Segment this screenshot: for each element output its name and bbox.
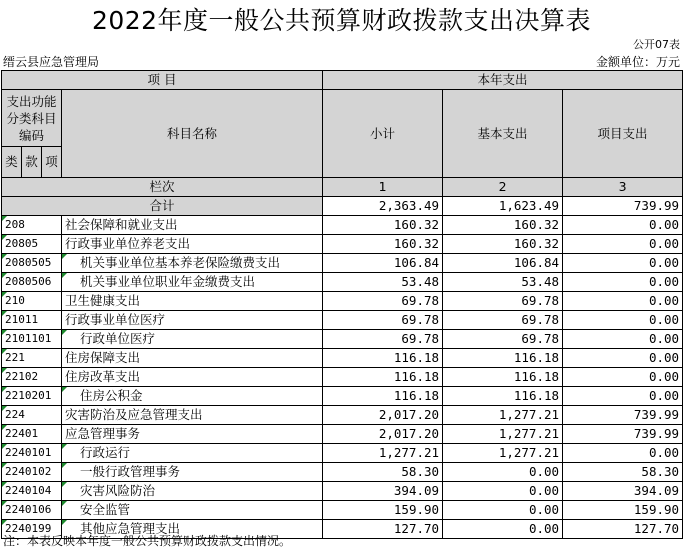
row-project: 0.00 — [563, 235, 683, 254]
row-name: 机关事业单位基本养老保险缴费支出 — [62, 254, 323, 273]
report-title: 2022年度一般公共预算财政拨款支出决算表 — [91, 6, 592, 35]
row-code: 208 — [2, 216, 62, 235]
table-row — [2, 463, 683, 482]
row-subtotal: 106.84 — [323, 254, 443, 273]
header-current-year: 本年支出 — [323, 71, 683, 90]
row-name: 灾害防治及应急管理支出 — [62, 406, 323, 425]
total-label: 合计 — [2, 197, 323, 216]
row-project: 0.00 — [563, 444, 683, 463]
total-project: 739.99 — [563, 197, 683, 216]
row-code: 2240104 — [2, 482, 62, 501]
row-basic: 69.78 — [443, 330, 563, 349]
row-subtotal: 116.18 — [323, 387, 443, 406]
row-project: 0.00 — [563, 368, 683, 387]
reporting-unit: 缙云县应急管理局 — [3, 55, 100, 69]
row-project: 0.00 — [563, 216, 683, 235]
row-subtotal: 116.18 — [323, 349, 443, 368]
row-project: 58.30 — [563, 463, 683, 482]
table-row — [2, 406, 683, 425]
row-name: 一般行政管理事务 — [62, 463, 323, 482]
row-project: 0.00 — [563, 387, 683, 406]
row-subtotal: 53.48 — [323, 273, 443, 292]
row-subtotal: 160.32 — [323, 216, 443, 235]
row-code: 2240101 — [2, 444, 62, 463]
table-row — [2, 349, 683, 368]
table-row — [2, 425, 683, 444]
row-project: 0.00 — [563, 349, 683, 368]
row-name: 安全监管 — [62, 501, 323, 520]
header-kuan: 款 — [22, 147, 42, 178]
table-row — [2, 482, 683, 501]
doc-number: 公开07表 — [633, 38, 680, 51]
table-row — [2, 273, 683, 292]
row-basic: 1,277.21 — [443, 425, 563, 444]
row-project: 0.00 — [563, 254, 683, 273]
row-subtotal: 69.78 — [323, 330, 443, 349]
row-subtotal: 69.78 — [323, 311, 443, 330]
row-project: 0.00 — [563, 292, 683, 311]
row-name: 行政单位医疗 — [62, 330, 323, 349]
row-code: 221 — [2, 349, 62, 368]
row-name: 行政事业单位医疗 — [62, 311, 323, 330]
row-name: 卫生健康支出 — [62, 292, 323, 311]
row-subtotal: 116.18 — [323, 368, 443, 387]
table-row — [2, 387, 683, 406]
money-unit: 金额单位：万元 — [595, 55, 680, 69]
row-project: 739.99 — [563, 406, 683, 425]
table-row — [2, 292, 683, 311]
row-basic: 53.48 — [443, 273, 563, 292]
row-subtotal: 58.30 — [323, 463, 443, 482]
row-project: 739.99 — [563, 425, 683, 444]
row-code: 2080505 — [2, 254, 62, 273]
row-name: 住房改革支出 — [62, 368, 323, 387]
row-name: 住房保障支出 — [62, 349, 323, 368]
expenditure-table — [1, 70, 683, 539]
row-basic: 1,277.21 — [443, 406, 563, 425]
table-row — [2, 368, 683, 387]
table-row — [2, 216, 683, 235]
header-func-code: 支出功能分类科目编码 — [2, 90, 62, 147]
row-project: 159.90 — [563, 501, 683, 520]
row-code: 2080506 — [2, 273, 62, 292]
row-project: 0.00 — [563, 273, 683, 292]
row-basic: 116.18 — [443, 368, 563, 387]
row-code: 2101101 — [2, 330, 62, 349]
total-subtotal: 2,363.49 — [323, 197, 443, 216]
row-subtotal: 127.70 — [323, 520, 443, 539]
row-basic: 160.32 — [443, 235, 563, 254]
header-subtotal: 小计 — [323, 90, 443, 178]
row-subtotal: 160.32 — [323, 235, 443, 254]
row-code: 22102 — [2, 368, 62, 387]
row-basic: 1,277.21 — [443, 444, 563, 463]
header-item: 项 目 — [2, 71, 323, 90]
row-basic: 160.32 — [443, 216, 563, 235]
table-row — [2, 311, 683, 330]
header-basic: 基本支出 — [443, 90, 563, 178]
row-name: 行政运行 — [62, 444, 323, 463]
row-project: 394.09 — [563, 482, 683, 501]
row-code: 210 — [2, 292, 62, 311]
row-basic: 0.00 — [443, 482, 563, 501]
row-code: 22401 — [2, 425, 62, 444]
row-code: 2240106 — [2, 501, 62, 520]
header-col1: 1 — [323, 178, 443, 197]
table-row — [2, 235, 683, 254]
row-code: 20805 — [2, 235, 62, 254]
header-xiang: 项 — [42, 147, 62, 178]
header-project: 项目支出 — [563, 90, 683, 178]
total-basic: 1,623.49 — [443, 197, 563, 216]
table-row — [2, 501, 683, 520]
row-code: 2240102 — [2, 463, 62, 482]
table-row — [2, 330, 683, 349]
row-subtotal: 69.78 — [323, 292, 443, 311]
header-subject-name: 科目名称 — [62, 90, 323, 178]
row-subtotal: 159.90 — [323, 501, 443, 520]
table-row — [2, 254, 683, 273]
row-code: 21011 — [2, 311, 62, 330]
row-subtotal: 394.09 — [323, 482, 443, 501]
row-name: 社会保障和就业支出 — [62, 216, 323, 235]
table-row — [2, 444, 683, 463]
row-name: 行政事业单位养老支出 — [62, 235, 323, 254]
row-name: 应急管理事务 — [62, 425, 323, 444]
header-col-index: 栏次 — [2, 178, 323, 197]
row-basic: 116.18 — [443, 387, 563, 406]
row-name: 住房公积金 — [62, 387, 323, 406]
header-col2: 2 — [443, 178, 563, 197]
row-project: 127.70 — [563, 520, 683, 539]
row-basic: 0.00 — [443, 463, 563, 482]
footnote: 注：本表反映本年度一般公共预算财政拨款支出情况。 — [3, 534, 292, 548]
row-basic: 69.78 — [443, 292, 563, 311]
row-basic: 106.84 — [443, 254, 563, 273]
row-project: 0.00 — [563, 311, 683, 330]
header-lei: 类 — [2, 147, 22, 178]
row-basic: 0.00 — [443, 520, 563, 539]
row-subtotal: 2,017.20 — [323, 425, 443, 444]
row-code: 224 — [2, 406, 62, 425]
row-basic: 0.00 — [443, 501, 563, 520]
row-basic: 69.78 — [443, 311, 563, 330]
row-subtotal: 1,277.21 — [323, 444, 443, 463]
row-name: 灾害风险防治 — [62, 482, 323, 501]
row-project: 0.00 — [563, 330, 683, 349]
row-name: 机关事业单位职业年金缴费支出 — [62, 273, 323, 292]
row-basic: 116.18 — [443, 349, 563, 368]
row-code: 2240199 — [2, 520, 62, 539]
row-subtotal: 2,017.20 — [323, 406, 443, 425]
row-code: 2210201 — [2, 387, 62, 406]
header-col3: 3 — [563, 178, 683, 197]
row-name: 其他应急管理支出 — [62, 520, 323, 539]
